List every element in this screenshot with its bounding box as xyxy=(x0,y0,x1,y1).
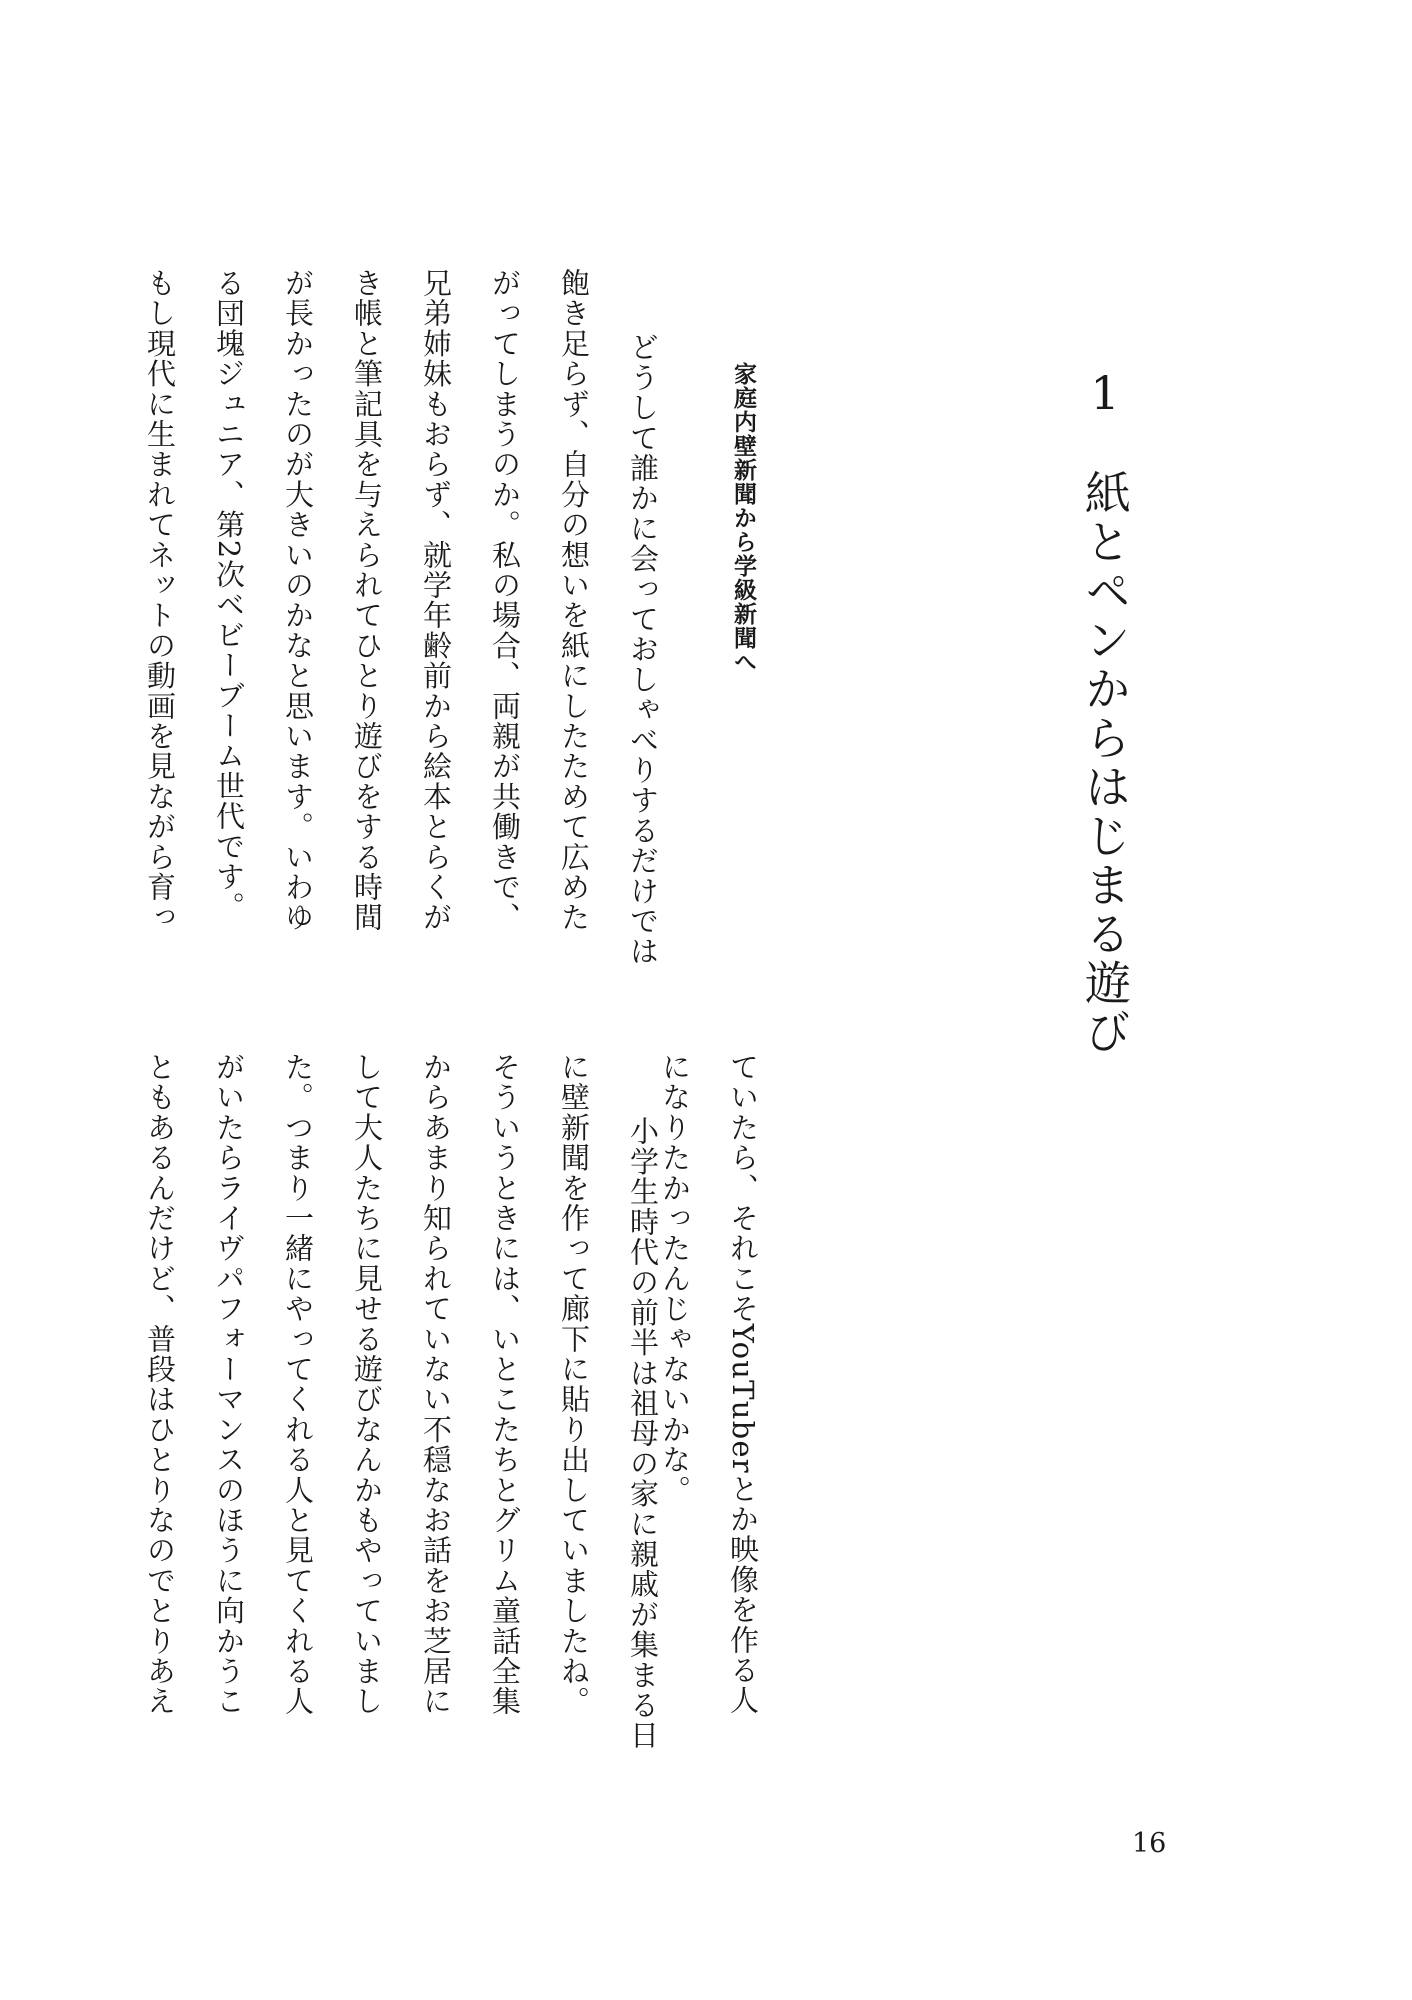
body-line: 兄弟姉妹もおらず、就学年齢前から絵本とらくが xyxy=(419,268,453,933)
chapter-title xyxy=(1072,366,1138,1057)
body-line: がってしまうのか。私の場合、両親が共働きで、 xyxy=(488,268,522,933)
body-line: 飽き足らず、自分の想いを紙にしたためて広めた xyxy=(557,268,591,933)
body-line: になりたかったんじゃないかな。 xyxy=(658,1052,692,1505)
section-heading: 家庭内壁新聞から学級新聞へ xyxy=(730,362,756,674)
body-line: がいたらライヴパフォーマンスのほうに向かうこ xyxy=(212,1052,246,1717)
chapter-title-text: 紙とペンからはじまる遊び xyxy=(1078,469,1132,1057)
body-line: ともあるんだけど、普段はひとりなのでとりあえ xyxy=(143,1052,177,1717)
body-line: 小学生時代の前半は祖母の家に親戚が集まる日 xyxy=(626,1086,660,1751)
page-number: 16 xyxy=(1132,1828,1167,1859)
body-line: からあまり知られていない不穏なお話をお芝居に xyxy=(419,1052,453,1717)
body-line: が長かったのが大きいのかなと思います。いわゆ xyxy=(281,268,315,933)
body-line: して大人たちに見せる遊びなんかもやっていまし xyxy=(350,1052,384,1717)
body-line: き帳と筆記具を与えられてひとり遊びをする時間 xyxy=(350,268,384,933)
body-line: そういうときには、いとこたちとグリム童話全集 xyxy=(488,1052,522,1717)
body-line: に壁新聞を作って廊下に貼り出していましたね。 xyxy=(557,1052,591,1717)
body-line: もし現代に生まれてネットの動画を見ながら育っ xyxy=(143,268,177,933)
chapter-number: 1 xyxy=(1078,366,1132,423)
body-line: どうして誰かに会っておしゃべりするだけでは xyxy=(626,302,660,967)
body-line: る団塊ジュニア、第2次ベビーブーム世代です。 xyxy=(212,268,246,922)
body-line: た。つまり一緒にやってくれる人と見てくれる人 xyxy=(281,1052,315,1717)
body-line: ていたら、それこそYouTuberとか映像を作る人 xyxy=(726,1052,760,1716)
